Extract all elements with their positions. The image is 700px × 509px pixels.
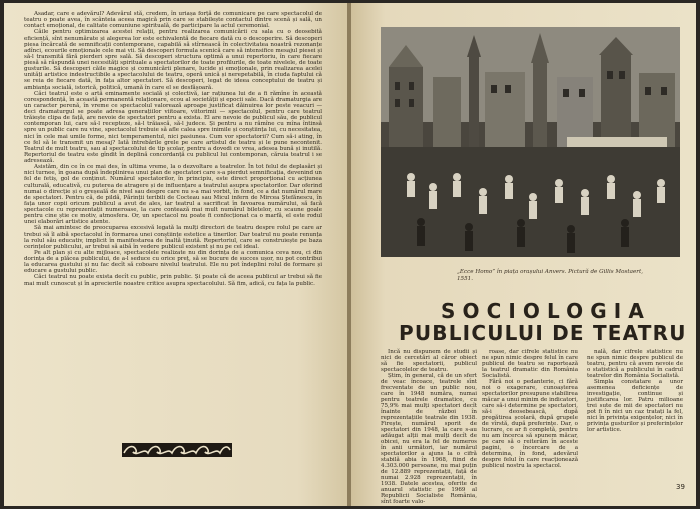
article-title-line1: SOCIOLOGIA (441, 299, 651, 323)
paragraph: Asistăm, din ce în ce mai des, în ultima vreme, la o dezvoltare a teatrelor. În tot felul de deplasări și nici turnee, în goana după îndeplinirea unui plan de spectatori care s-a pierdut semnificația, devenind un fel de fetiș, gol de conținut. Numărul spectatorilor, în principiu, este direct proporțional cu acțiunea culturală, educativă, cu puterea de atragere și de influențare a teatrului asupra spectatorilor. Dar oferind numai o direcție și o greșeală de nivel sau despre care nu s-a mai vorbit, în fond, ce a dat numărul mare de spectatori. Pentru că, de pildă, Părinții teribili de Cocteau sau Micul infern de Mircea Ștefănescu, în fața unor copii oricum publicul a avut de ales, iar teatrul a sacrificat în favoarea numărului, să facă spectacole cu reprezentații numeroase, la care contează mai mult numărul biletelor, cu scaune goale pentru cine știe ce motiv, atmosfera. Or, un spectacol nu poate fi confecționat ca o marfă, el este rodul unei elaborări artistice atente. (24, 164, 322, 226)
painting-photo (381, 27, 680, 257)
right-page (351, 3, 696, 506)
paragraph: Incă nu dispunem de studii și nici de cercetări al căror obiect să fie spectatorii, publicul spectacolelor de teatru. (381, 349, 477, 374)
left-page (4, 3, 349, 506)
paragraph: Asadar, care e adevărul? Adevărul stă, credem, în uriașa forță de comunicare pe care spectacolul de teatru o poate avea, în scânteia aceea magică prin care se stabilește contactul dintre scenă și sală, un contact emoțional, de calitate comuniune spirituală, de participare la actul ceremonial. (24, 11, 322, 30)
paragraph: Căci teatrul este o artă eminamente socială și colectivă, iar rațiunea lui de a fi rămîne în această corespondență, în această permanentă relaționare, ecou al societății și epocii sale. Dacă dramaturgia are un caracter perenă, în vreme ce spectacolul valorează aproape justificat dăinuirea lor peste veacuri — deci dramaturgul se poate adresa generațiilor viitoare, viitorimii — spectacolul, pentru care teatrul trăiește clipa de față, are nevoie de spectatori pentru a exista. El are nevoie de publicul său, de publicul contemporan lui, care să-l recepteze, să-l trăiască, să-l judece. Și pentru a nu rămîne cu mîna întinsă spre un public care nu vine, spectacolul trebuie să afle calea spre inimile și conștiința lui, cu necesitatea, nici în cele mai umile forme, nici temperamentul, nici pasiunea. Cum vor spectatorii? Cum să-i ating, în ce fel să le transmit un mesaj? Iată întrebările grele pe care artistul de teatru și le pune necontenit. Teatrul de mult teatru, sau al spectacolului de tip școlar, pentru a dovedi ce vrea, adesea bună și inutilă. Repertoriul de teatru este gîndit în deplină concordanță cu publicul lui contemporan, căruia teatrul i se adresează. (24, 90, 322, 164)
paragraph: Căile pentru optimizarea acestei relații, pentru realizarea comunicării cu sala cu o deosebită eficiență, sînt nenumărate și alegerea lor este echivalentă de fiecare dată cu o descoperire. Să descoperi piesa încărcată de semnificații contemporane, capabilă să stîrnească în colectivitatea noastră rezonanțe adînci, ecourile emoționale cele mai vii. Să descoperi formula scenică care să intensifice mesajul piesei și să-l transmită fără pierderi spre sală. Să descoperi structura optimă a unui repertoriu, în care fiecare piesă să răspundă unei necesități spirituale a spectatorilor de toate profilurile, de toate nivelele, de toate gusturile. Să descoperi căile magice și comunicării plenare, lucide și emoționale, prin realizarea acelei unități artistice indestructibile a spectacolului de teatru, operă unică și nerepetabilă, în ciuda faptului că se reia de fiecare dată, în fața altor spectatori. Să descoperi, legat de ideea conceptului de teatru și ambianța socială, istorică, politică, umană în care el se desfășoară. (24, 29, 322, 91)
paragraph: Pe alt plan și cu alte mijloace, spectacolele realizate nu din dorința de a comunica ceva nou, ci din dorința de a plăcea publicului, de a-l seduce cu orice preț, să se bucure de succes ușor, nu pot contribui la educarea gustului și nu fac decît să coboare nivelul teatrului. Ele nu pot îndeplini rolul de formare și educare a gustului public. (24, 249, 322, 275)
paragraph: Să mai amintesc de preocuparea excesivă legată la mulți directori de teatru despre rolul pe care ar trebui să îl aibă spectacolul în formarea unei conștiințe estetice a tinerilor. Dar teatrul nu poate renunța la rolul său educativ, implicit în manifestarea de înaltă ținută. Repertoriul, care se construiește pe baza cerințelor publicului, ar trebui să aibă în vedere publicul existent și nu pe cel ideal. (24, 225, 322, 250)
book-spread (4, 3, 696, 507)
paragraph: Căci teatrul nu poate exista decît cu public, prin public. Și poate că de aceea publicul ar trebui să fie mai mult cunoscut și în aprecierile noastre critice asupra spectacolului. Să fim, adică, cu fața la public. (24, 274, 322, 287)
page-number: 39 (676, 483, 685, 491)
text-column-3 (587, 349, 683, 483)
photo-caption: „Ecce Homo” în piața orașului Anvers. Pictură de Gillis Mostaert, 1551. (457, 269, 643, 282)
paragraph: Știm, în general, că de un sfert de veac încoace, teatrele sînt frecventate de un public nou, care în 1948 număra, numai pentru teatrele dramatice, cu 75,9% mai mulți spectatori decît înainte de război în reprezentațiile teatrale din 1938. Firește, numărul sporit de spectatori din 1948, la care s-au adăugat alții mai mulți decît de obicei, nu era la fel de numeros în anii următori, iar numărul spectatorilor a ajuns la o cifră stabilă abia în 1968, fiind de 4.303.000 persoane, nu mai puțin de 12.889 reprezentații, față de numai 2.928 reprezentații, în 1938. Datele acestea, oferite de anuarul statistic pe 1969 al Republicii Socialiste România, sînt foarte valo- (381, 373, 477, 506)
paragraph: roase, dar cifrele statistice nu ne spun nimic despre felul în care publicul de teatru se raportează la teatrul dramatic din România Socialistă. (482, 349, 578, 380)
article-title-line2: PUBLICULUI DE TEATRU (399, 321, 687, 345)
paragraph: nală, dar cifrele statistice nu ne spun nimic despre publicul de teatru, pentru că avem nevoie de o statistică a publicului în cadrul teatrelor din România Socialistă. (587, 349, 683, 380)
text-column-1 (381, 349, 477, 506)
left-body-text (24, 11, 322, 287)
wave-ornament (122, 443, 232, 457)
paragraph: Simpla constatare a unor asemenea deficiențe de investigație, continue și justificarea lor. Patru milioane trei sute de mii de spectatori nu pot fi în nici un caz tratați la fel, nici în privința exigențelor, nici în privința gusturilor și preferințelor lor artistice. (587, 379, 683, 434)
text-column-2 (482, 349, 578, 483)
paragraph: Fără noi o pedanterie, ci fără noi o exagerare, cunoașterea spectatorilor presupune stabilirea măcar a unui minim de indicatori, care să-i determine pe spectatori, să-i deosebească, după pregătirea școlară, după grupele de vîrstă, după preferințe. Dar, o lucrare, ce ar fi completă, pentru nu am încerca să spunem măcar, pe care să o reiterăm în aceste pagini, o încercare de a determina, în fond, adevărul despre felul în care reacționează publicul nostru la spectacol. (482, 379, 578, 470)
